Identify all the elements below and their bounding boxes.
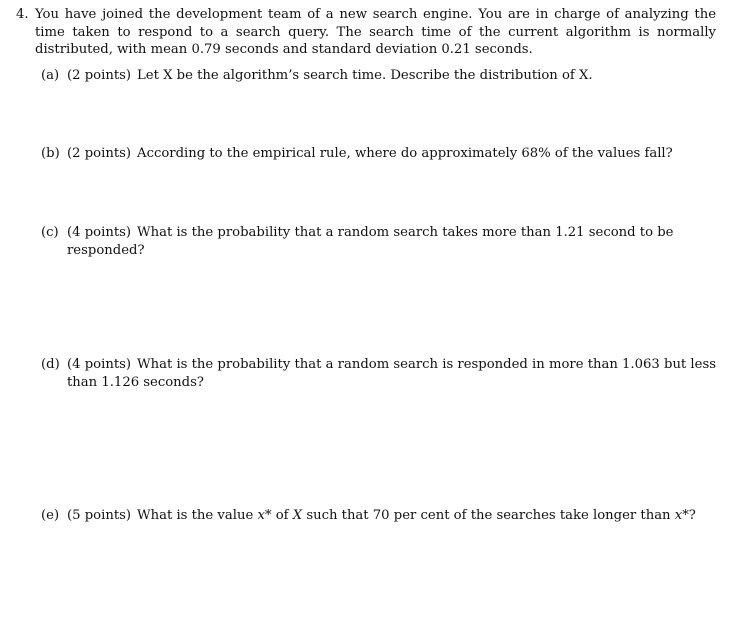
part-d	[41, 356, 716, 391]
part-e-question-end: ?	[688, 508, 696, 523]
part-a-text	[41, 67, 721, 85]
part-e-label: (e)	[41, 508, 60, 523]
part-b	[41, 145, 721, 163]
part-b-question: According to the empirical rule, where do approximately 68% of the values fall?	[137, 146, 673, 161]
part-a-points: (2 points)	[67, 68, 132, 83]
part-d-label: (d)	[41, 357, 60, 372]
part-d-points: (4 points)	[67, 357, 132, 372]
part-e-points: (5 points)	[67, 508, 132, 523]
part-e-question-pre: What is the value	[137, 508, 254, 523]
part-e-question-mid1: of	[275, 508, 289, 523]
part-c	[41, 224, 721, 259]
part-b-label: (b)	[41, 146, 60, 161]
part-a-question: Let X be the algorithm’s search time. Describe the distribution of X.	[137, 68, 593, 83]
part-e-var-x: X	[292, 508, 303, 523]
part-c-question: What is the probability that a random search takes more than 1.21 second to be responded?	[67, 225, 674, 258]
part-c-text	[41, 224, 721, 259]
part-e-text	[41, 507, 721, 525]
problem-statement: You have joined the development team of a new search engine. You are in charge of analyzing the time taken to respond to a search query. The search time of the current algorithm is normally distributed, with mean 0.79 seconds and standard deviation 0.21 seconds.	[35, 7, 716, 57]
part-c-points: (4 points)	[67, 225, 132, 240]
part-a-label: (a)	[41, 68, 60, 83]
part-e-var-xstar: x*	[257, 508, 272, 523]
part-b-text	[41, 145, 721, 163]
part-e-question-mid2: such that 70 per cent of the searches take longer than	[306, 508, 671, 523]
part-e	[41, 507, 721, 525]
part-d-question: What is the probability that a random search is responded in more than 1.063 but less than 1.126 seconds?	[67, 357, 716, 390]
part-b-points: (2 points)	[67, 146, 132, 161]
part-a	[41, 67, 721, 85]
problem-number: 4.	[16, 7, 29, 22]
part-c-label: (c)	[41, 225, 59, 240]
problem-4	[16, 6, 716, 59]
part-d-text	[41, 356, 716, 391]
part-e-var-xstar-end: x*	[674, 508, 689, 523]
